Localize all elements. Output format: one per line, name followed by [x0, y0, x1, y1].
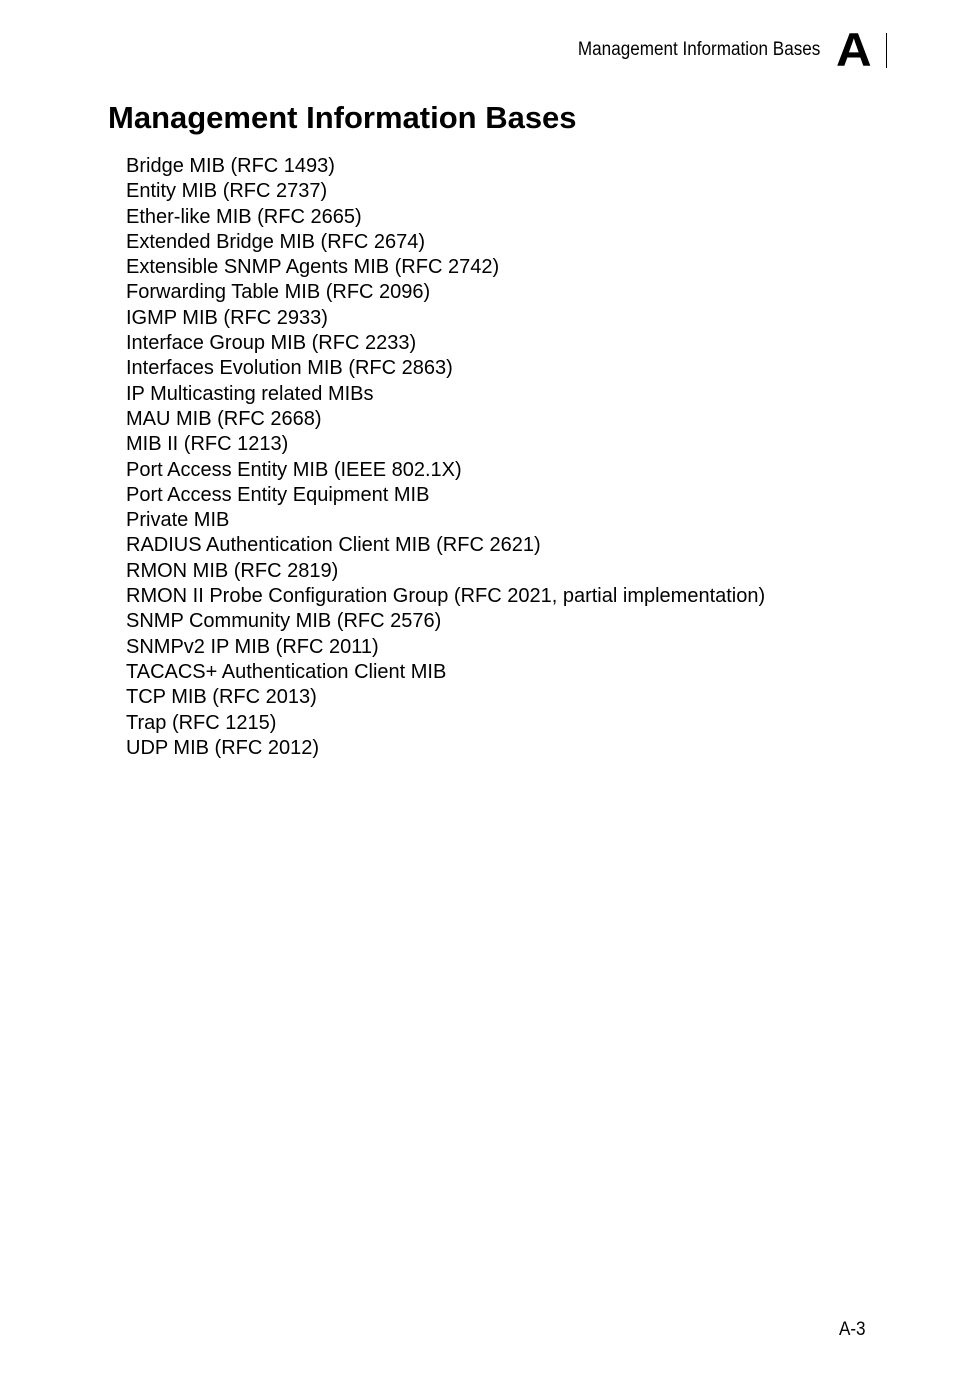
- running-header: Management Information Bases: [577, 39, 820, 60]
- list-item: SNMP Community MIB (RFC 2576): [126, 610, 442, 633]
- appendix-letter: A: [836, 23, 872, 76]
- list-item: Interface Group MIB (RFC 2233): [126, 332, 417, 355]
- list-item: TCP MIB (RFC 2013): [126, 686, 317, 709]
- list-item: Port Access Entity Equipment MIB: [126, 483, 430, 506]
- list-item: IP Multicasting related MIBs: [126, 382, 374, 405]
- list-item: Extended Bridge MIB (RFC 2674): [126, 230, 426, 253]
- mib-list: [126, 154, 765, 761]
- list-item: SNMPv2 IP MIB (RFC 2011): [126, 635, 379, 658]
- list-item: Private MIB: [126, 509, 230, 532]
- list-item: RMON MIB (RFC 2819): [126, 559, 339, 582]
- appendix-tab: [836, 23, 887, 76]
- list-item: Extensible SNMP Agents MIB (RFC 2742): [126, 256, 500, 279]
- list-item: Bridge MIB (RFC 1493): [126, 155, 335, 177]
- list-item: RADIUS Authentication Client MIB (RFC 2621): [126, 534, 541, 557]
- page-title: Management Information Bases: [108, 100, 577, 135]
- list-item: MIB II (RFC 1213): [126, 433, 289, 456]
- list-item: Port Access Entity MIB (IEEE 802.1X): [126, 458, 462, 481]
- list-item: Interfaces Evolution MIB (RFC 2863): [126, 357, 453, 380]
- page-number: A-3: [839, 1319, 866, 1340]
- list-item: UDP MIB (RFC 2012): [126, 736, 320, 759]
- list-item: Ether-like MIB (RFC 2665): [126, 205, 362, 228]
- list-item: IGMP MIB (RFC 2933): [126, 306, 328, 329]
- list-item: Entity MIB (RFC 2737): [126, 180, 328, 203]
- list-item: RMON II Probe Configuration Group (RFC 2021, partial implementation): [126, 585, 766, 608]
- list-item: MAU MIB (RFC 2668): [126, 407, 322, 430]
- list-item: TACACS+ Authentication Client MIB: [126, 660, 447, 683]
- list-item: Trap (RFC 1215): [126, 711, 277, 734]
- list-item: Forwarding Table MIB (RFC 2096): [126, 281, 431, 304]
